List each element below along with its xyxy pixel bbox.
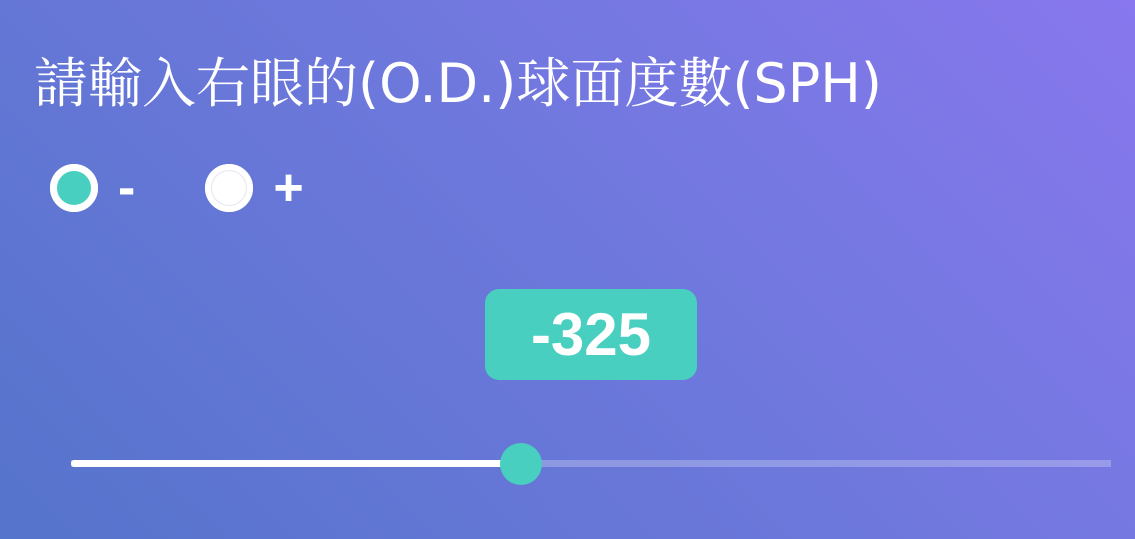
minus-radio[interactable] [50, 164, 98, 212]
sph-slider[interactable] [71, 444, 1111, 484]
slider-thumb[interactable] [500, 443, 542, 485]
sign-radio-group [50, 158, 374, 218]
value-badge: -325 [485, 289, 697, 380]
plus-label: + [273, 159, 304, 217]
sign-option-plus[interactable] [205, 158, 303, 218]
radio-unchecked-icon [205, 164, 253, 212]
radio-checked-icon [50, 164, 98, 212]
sign-option-minus[interactable] [50, 158, 135, 218]
minus-label: - [118, 159, 136, 217]
slider-track-fill [71, 460, 521, 467]
page-title: 請輸入右眼的(O.D.)球面度數(SPH) [34, 52, 882, 115]
plus-radio[interactable] [205, 164, 253, 212]
